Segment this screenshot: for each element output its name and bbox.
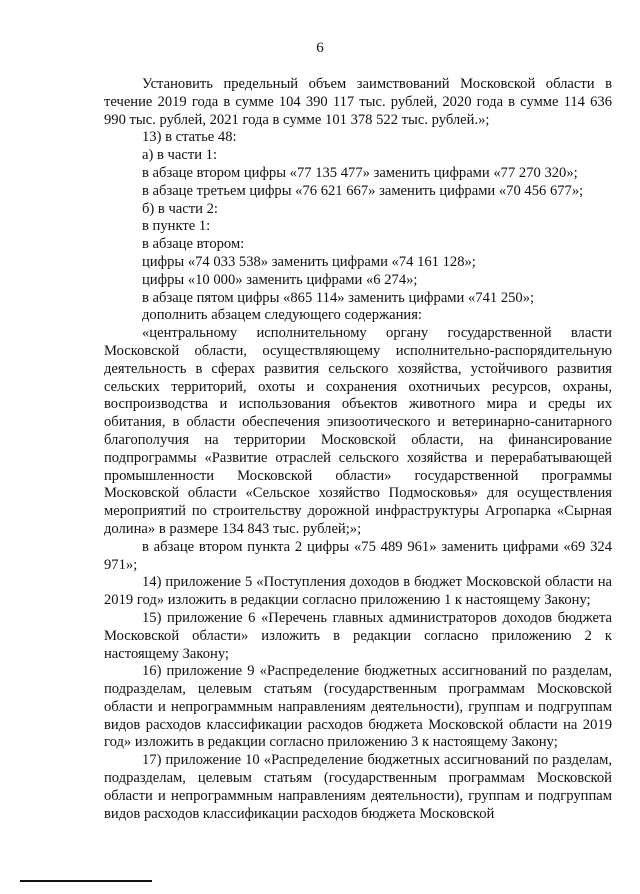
paragraph-figures-1: цифры «74 033 538» заменить цифрами «74 161 128»;	[142, 253, 476, 270]
paragraph-add-abzac: дополнить абзацем следующего содержания:	[142, 307, 422, 324]
paragraph-fifth-abzac: в абзаце пятом цифры «865 114» заменить цифрами «741 250»;	[142, 289, 535, 306]
paragraph-part-1-third: в абзаце третьем цифры «76 621 667» заменить цифрами «70 456 677»;	[142, 182, 584, 199]
paragraph-part-2: б) в части 2:	[142, 200, 218, 217]
footer-rule	[20, 880, 152, 882]
paragraph-item-17: 17) приложение 10 «Распределение бюджетных ассигнований по разделам, подразделам, целевым статьям (государственным программам Московской области и непрограммным направлениям деятельности), группам и подгруппам видов расходов классификации расходов бюджета Московской	[104, 752, 612, 822]
paragraph-part-1-second: в абзаце втором цифры «77 135 477» заменить цифрами «77 270 320»;	[142, 164, 578, 181]
paragraph-part-1: а) в части 1:	[142, 147, 218, 164]
paragraph-figures-2: цифры «10 000» заменить цифрами «6 274»;	[142, 271, 418, 288]
paragraph-item-15: 15) приложение 6 «Перечень главных администраторов доходов бюджета Московской области» изложить в редакции согласно приложению 2 к настоящему Закону;	[104, 609, 612, 662]
page-number: 6	[316, 40, 324, 56]
paragraph-item-14: 14) приложение 5 «Поступления доходов в бюджет Московской области на 2019 год» изложить в редакции согласно приложению 1 к настоящему Закону;	[104, 574, 612, 609]
paragraph-borrowing-limit: Установить предельный объем заимствований Московской области в течение 2019 года в сумме 104 390 117 тыс. рублей, 2020 года в сумме 114 636 990 тыс. рублей, 2021 года в сумме 101 378 522 тыс. рублей.»;	[104, 76, 612, 128]
paragraph-second-abzac: в абзаце втором:	[142, 236, 245, 253]
paragraph-point-1: в пункте 1:	[142, 218, 211, 235]
document-body	[104, 76, 612, 823]
paragraph-item-16: 16) приложение 9 «Распределение бюджетных ассигнований по разделам, подразделам, целевым статьям (государственным программам Московской области и непрограммным направлениям деятельности), группам и подгруппам видов расходов классификации расходов бюджета Московской области на 2019 год» изложить в редакции согласно приложению 3 к настоящему Закону;	[104, 663, 612, 751]
paragraph-point-2: в абзаце втором пункта 2 цифры «75 489 961» заменить цифрами «69 324 971»;	[104, 538, 612, 573]
paragraph-quoted-abzac: «центральному исполнительному органу государственной власти Московской области, осуществляющему исполнительно-распорядительную деятельность в сферах развития сельского хозяйства, устойчивого развития сельских территорий, охоты и сохранения охотничьих ресурсов, охраны, воспроизводства и использования объектов животного мира и среды их обитания, в области обеспечения эпизоотического и ветеринарно-санитарного благополучия на территории Московской области, на финансирование подпрограммы «Развитие отраслей сельского хозяйства и перерабатывающей промышленности Московской области» государственной программы Московской области «Сельское хозяйство Подмосковья» для осуществления мероприятий по строительству дорожной инфраструктуры Агропарка «Сырная долина» в размере 134 843 тыс. рублей;»;	[104, 325, 612, 537]
paragraph-article-48: 13) в статье 48:	[142, 129, 237, 146]
